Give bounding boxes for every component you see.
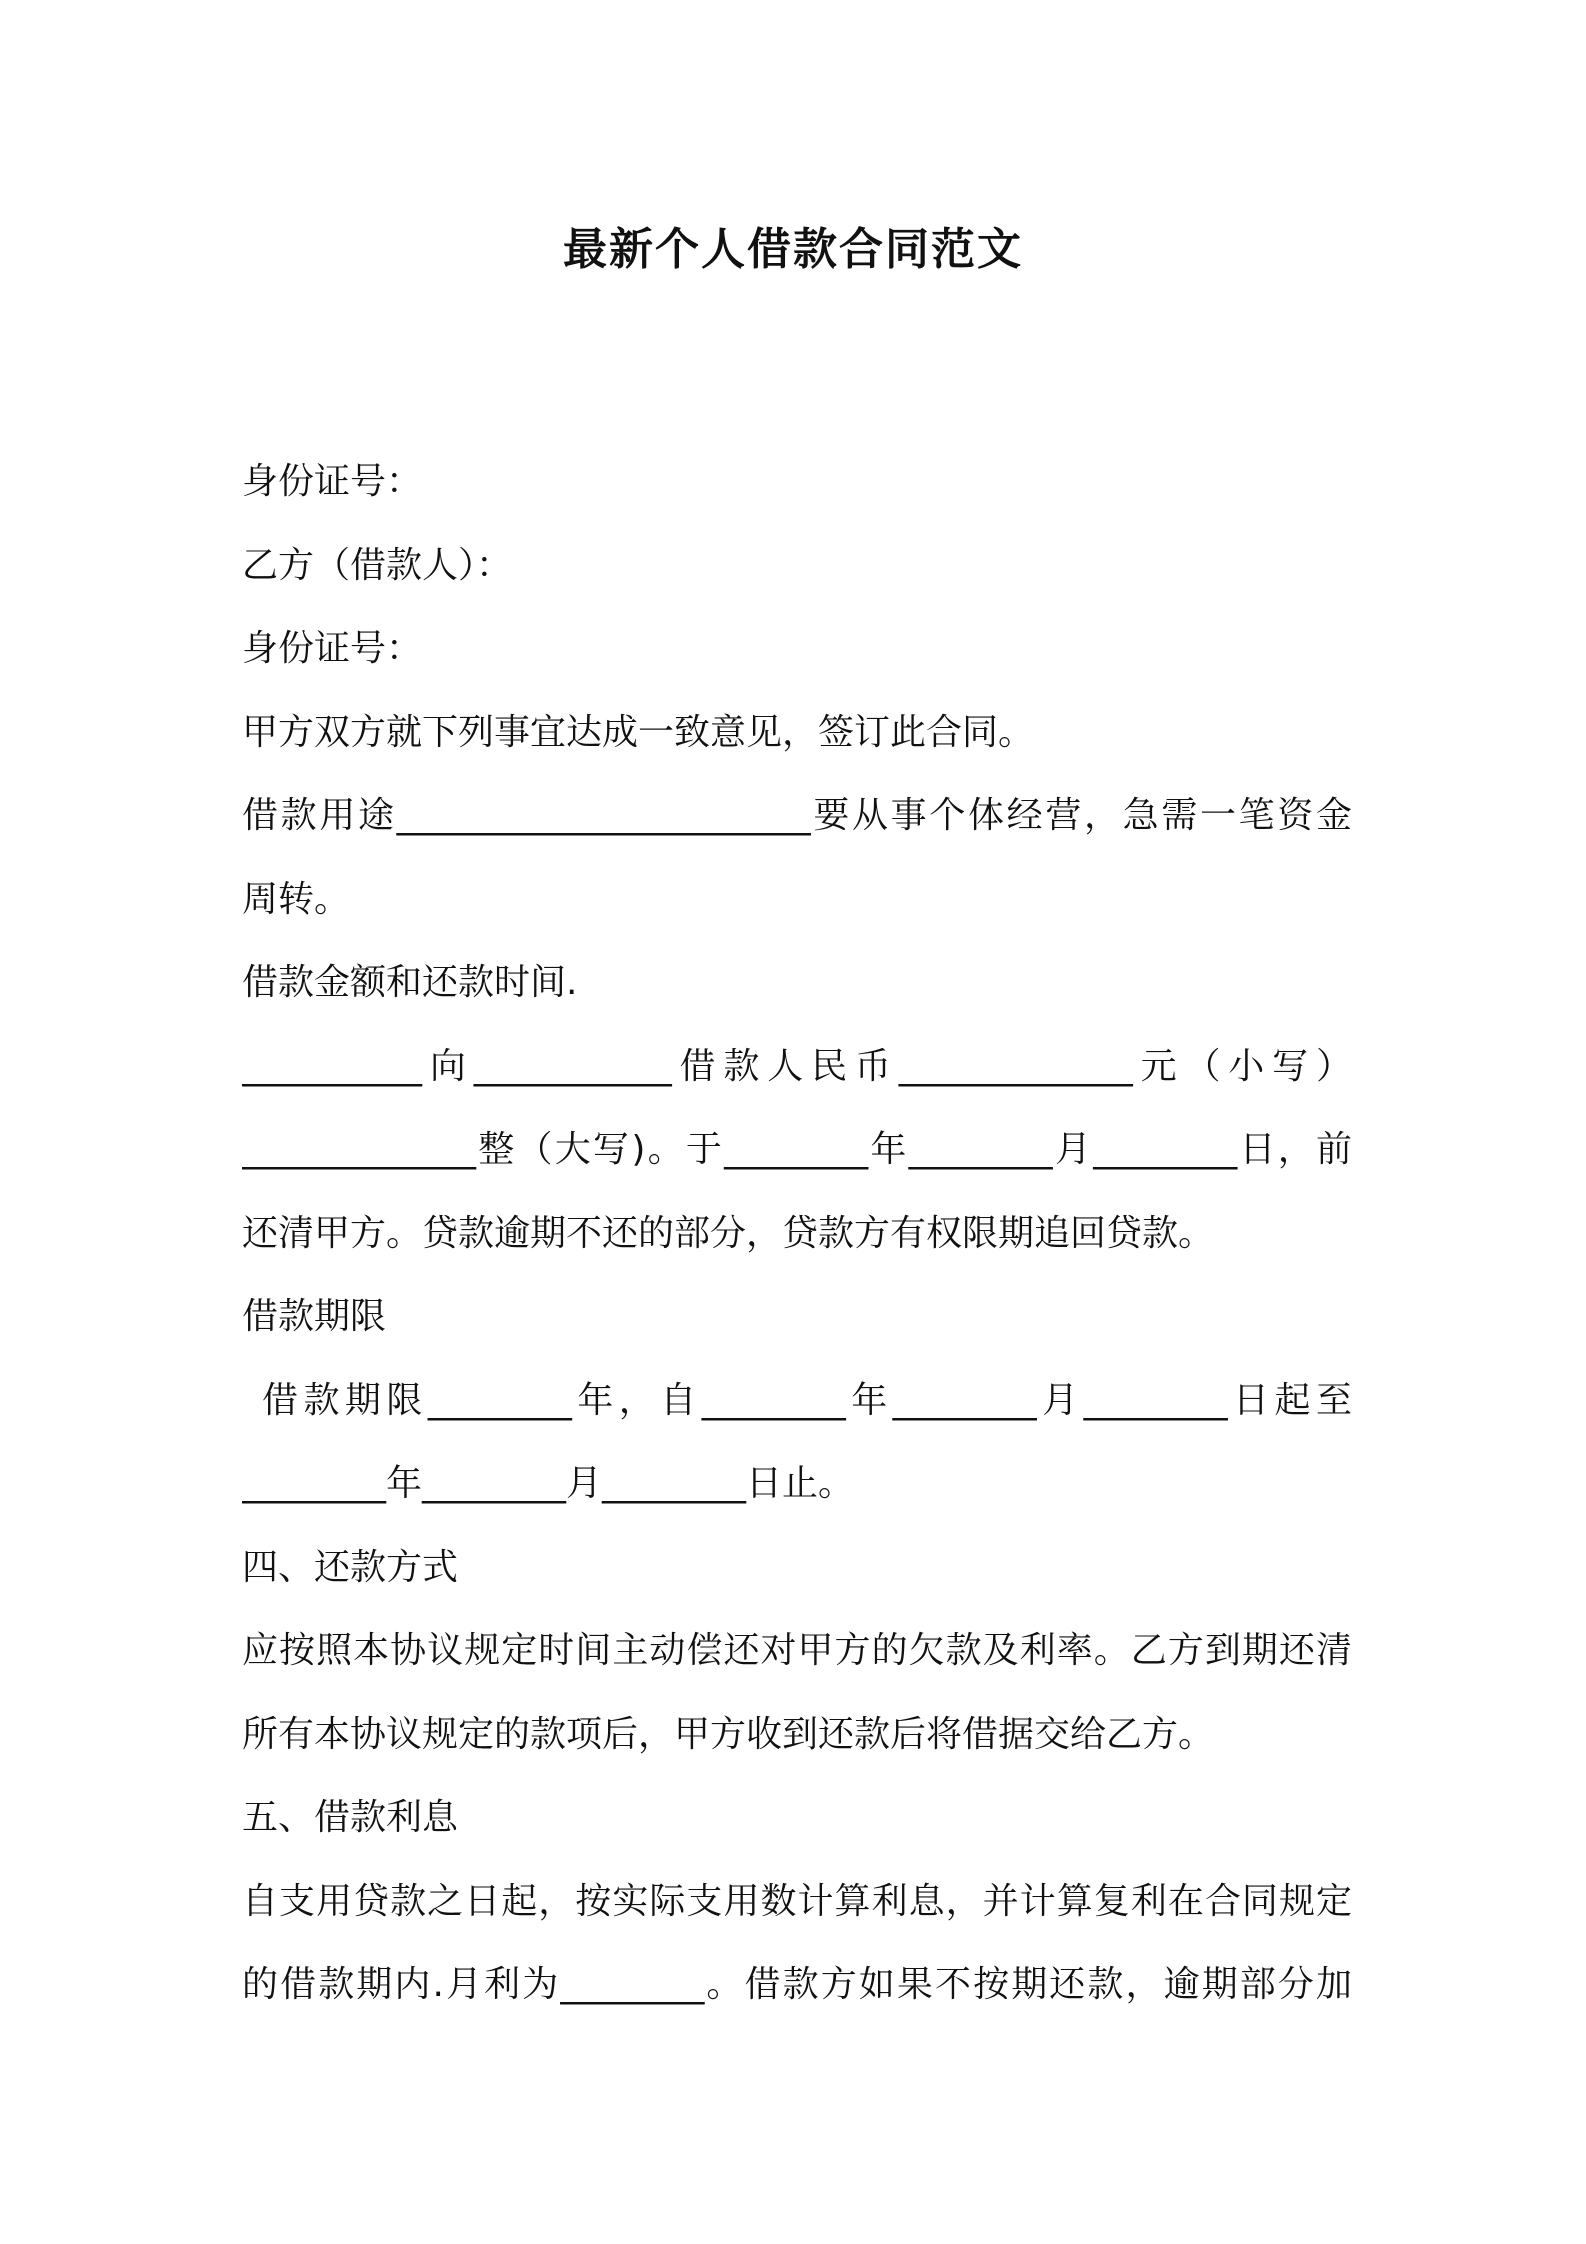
- agreement-intro-line: 甲方双方就下列事宜达成一致意见，签订此合同。: [242, 711, 1035, 753]
- loan-term-heading: 借款期限: [242, 1296, 387, 1337]
- loan-purpose-line: 借款用途_______________________要从事个体经营，急需一笔资金: [242, 795, 1352, 836]
- loan-term-line-1: 借款期限________年，自________年________月________日起至: [262, 1379, 1352, 1421]
- loan-amount-heading: 借款金额和还款时间.: [242, 962, 578, 1003]
- loan-term-line-2: ________年________月________日止。: [242, 1463, 855, 1504]
- loan-interest-line-1: 自支用贷款之日起，按实际支用数计算利息，并计算复利在合同规定: [242, 1880, 1352, 1922]
- party-b-line: 乙方（借款人）：: [242, 544, 513, 586]
- document-body: [242, 440, 1352, 2027]
- loan-interest-line-2: 的借款期内.月利为________。借款方如果不按期还款，逾期部分加: [242, 1964, 1352, 2005]
- loan-interest-heading: 五、借款利息: [242, 1797, 459, 1838]
- repayment-method-line-1: 应按照本协议规定时间主动偿还对甲方的欠款及利率。乙方到期还清: [242, 1630, 1352, 1671]
- document-title: 最新个人借款合同范文: [563, 224, 1023, 275]
- id-number-line-2: 身份证号：: [242, 628, 423, 669]
- id-number-line-1: 身份证号：: [242, 461, 423, 502]
- loan-amount-line-2: _____________整（大写)。于________年________月________日，前: [242, 1129, 1352, 1170]
- loan-amount-line-3: 还清甲方。贷款逾期不还的部分，贷款方有权限期追回贷款。: [242, 1212, 1215, 1254]
- repayment-method-line-2: 所有本协议规定的款项后，甲方收到还款后将借据交给乙方。: [242, 1713, 1215, 1755]
- loan-purpose-line-end: 周转。: [242, 878, 351, 920]
- loan-amount-line-1: __________向___________借款人民币_____________元（小写）: [242, 1045, 1352, 1087]
- repayment-method-heading: 四、还款方式: [242, 1546, 459, 1588]
